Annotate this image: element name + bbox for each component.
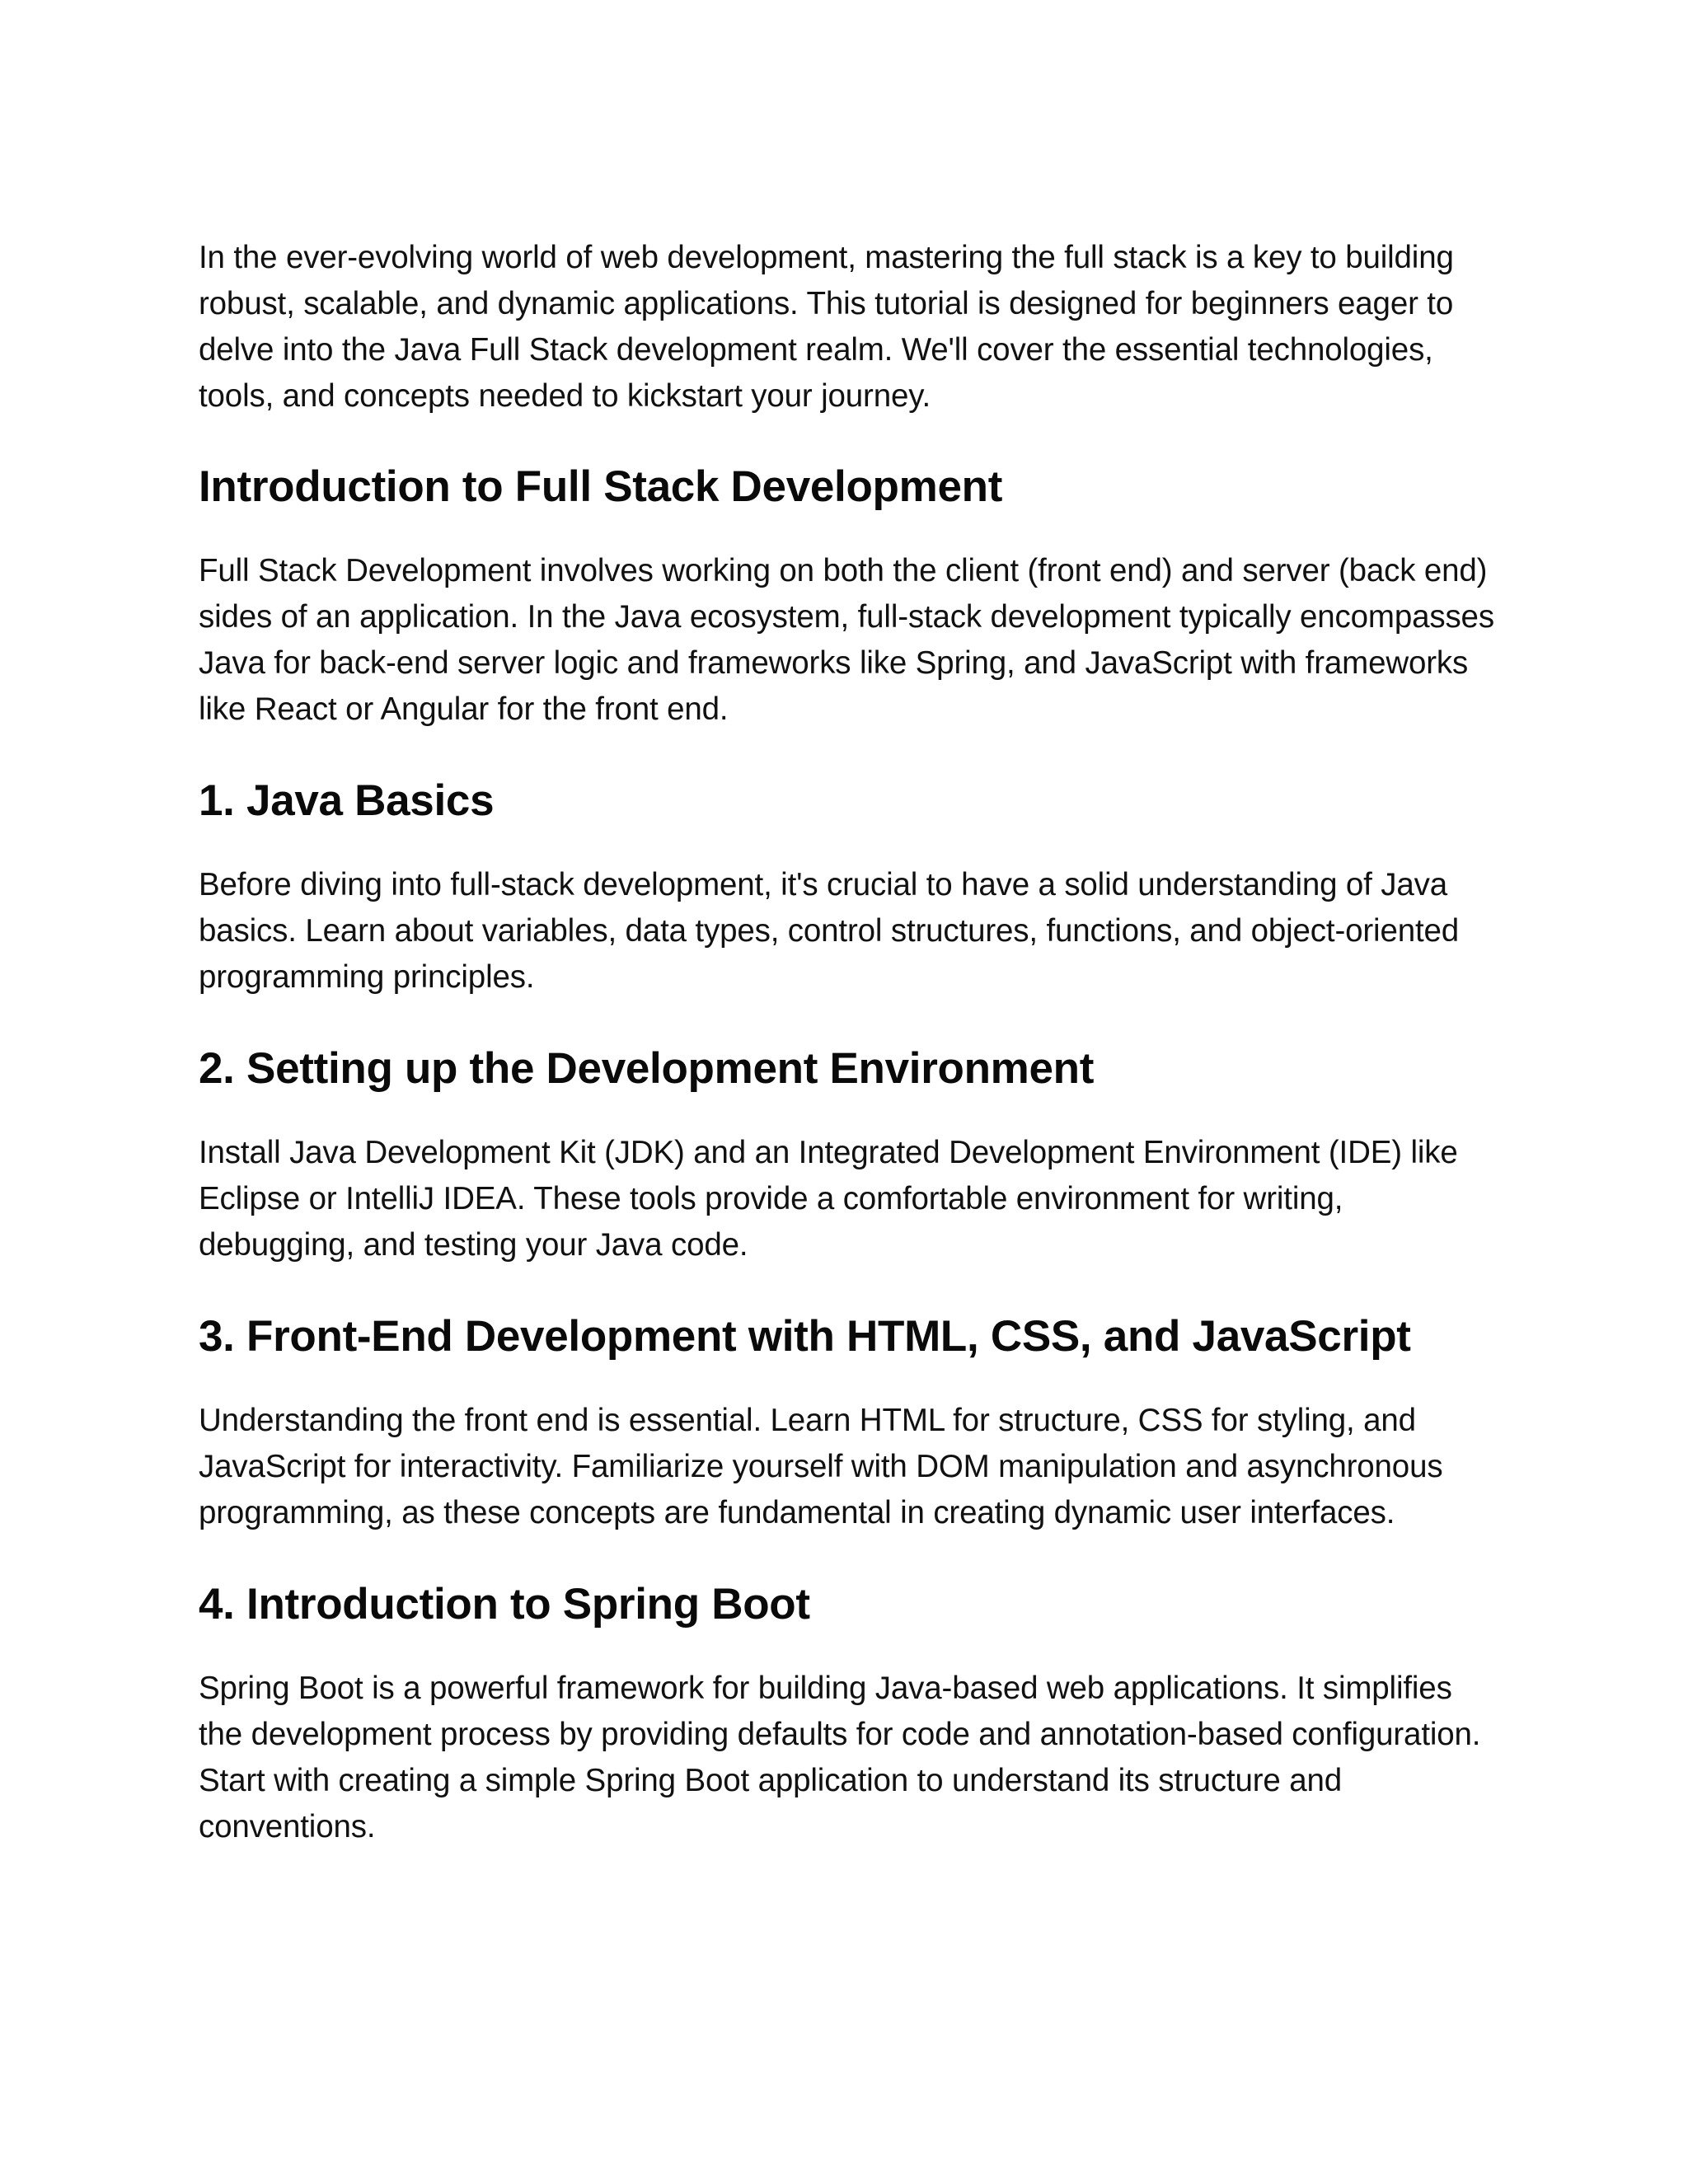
section-heading: Introduction to Full Stack Development (199, 462, 1003, 511)
section-heading: 2. Setting up the Development Environment (199, 1044, 1095, 1093)
section-body: Install Java Development Kit (JDK) and an Integrated Development Environment (IDE) like Eclipse or IntelliJ IDEA. These tools provide a comfortable environment for writing, debugging, and testing your Java code. (199, 1135, 1458, 1263)
section-heading: 1. Java Basics (199, 776, 495, 825)
intro-paragraph: In the ever-evolving world of web development, mastering the full stack is a key to building robust, scalable, and dynamic applications. This tutorial is designed for beginners eager to delve into the Java Full Stack development realm. We'll cover the essential technologies, tools, and concepts needed to kickstart your journey. (199, 240, 1454, 414)
section-body: Before diving into full-stack development, it's crucial to have a solid understanding of Java basics. Learn about variables, data types, control structures, functions, and object-oriented programming principles. (199, 867, 1460, 995)
section-body: Understanding the front end is essential. Learn HTML for structure, CSS for styling, and JavaScript for interactivity. Familiarize yourself with DOM manipulation and asynchronous programming, as these concepts are fundamental in creating dynamic user interfaces. (199, 1403, 1443, 1530)
section-spring-boot (199, 1578, 1501, 1850)
section-front-end-development (199, 1310, 1501, 1536)
section-heading: 4. Introduction to Spring Boot (199, 1580, 810, 1629)
section-body: Spring Boot is a powerful framework for building Java-based web applications. It simplifies the development process by providing defaults for code and annotation-based configuration. Start with creating a simple Spring Boot application to understand its structure and conventions. (199, 1671, 1481, 1844)
section-dev-environment (199, 1043, 1501, 1268)
section-introduction-full-stack (199, 461, 1501, 733)
document-content (199, 235, 1501, 1892)
section-body: Full Stack Development involves working on both the client (front end) and server (back end) sides of an application. In the Java ecosystem, full-stack development typically encompasses Java for back-end server logic and frameworks like Spring, and JavaScript with frameworks like React or Angular for the front end. (199, 553, 1494, 727)
section-java-basics (199, 775, 1501, 1001)
section-heading: 3. Front-End Development with HTML, CSS, and JavaScript (199, 1312, 1411, 1361)
